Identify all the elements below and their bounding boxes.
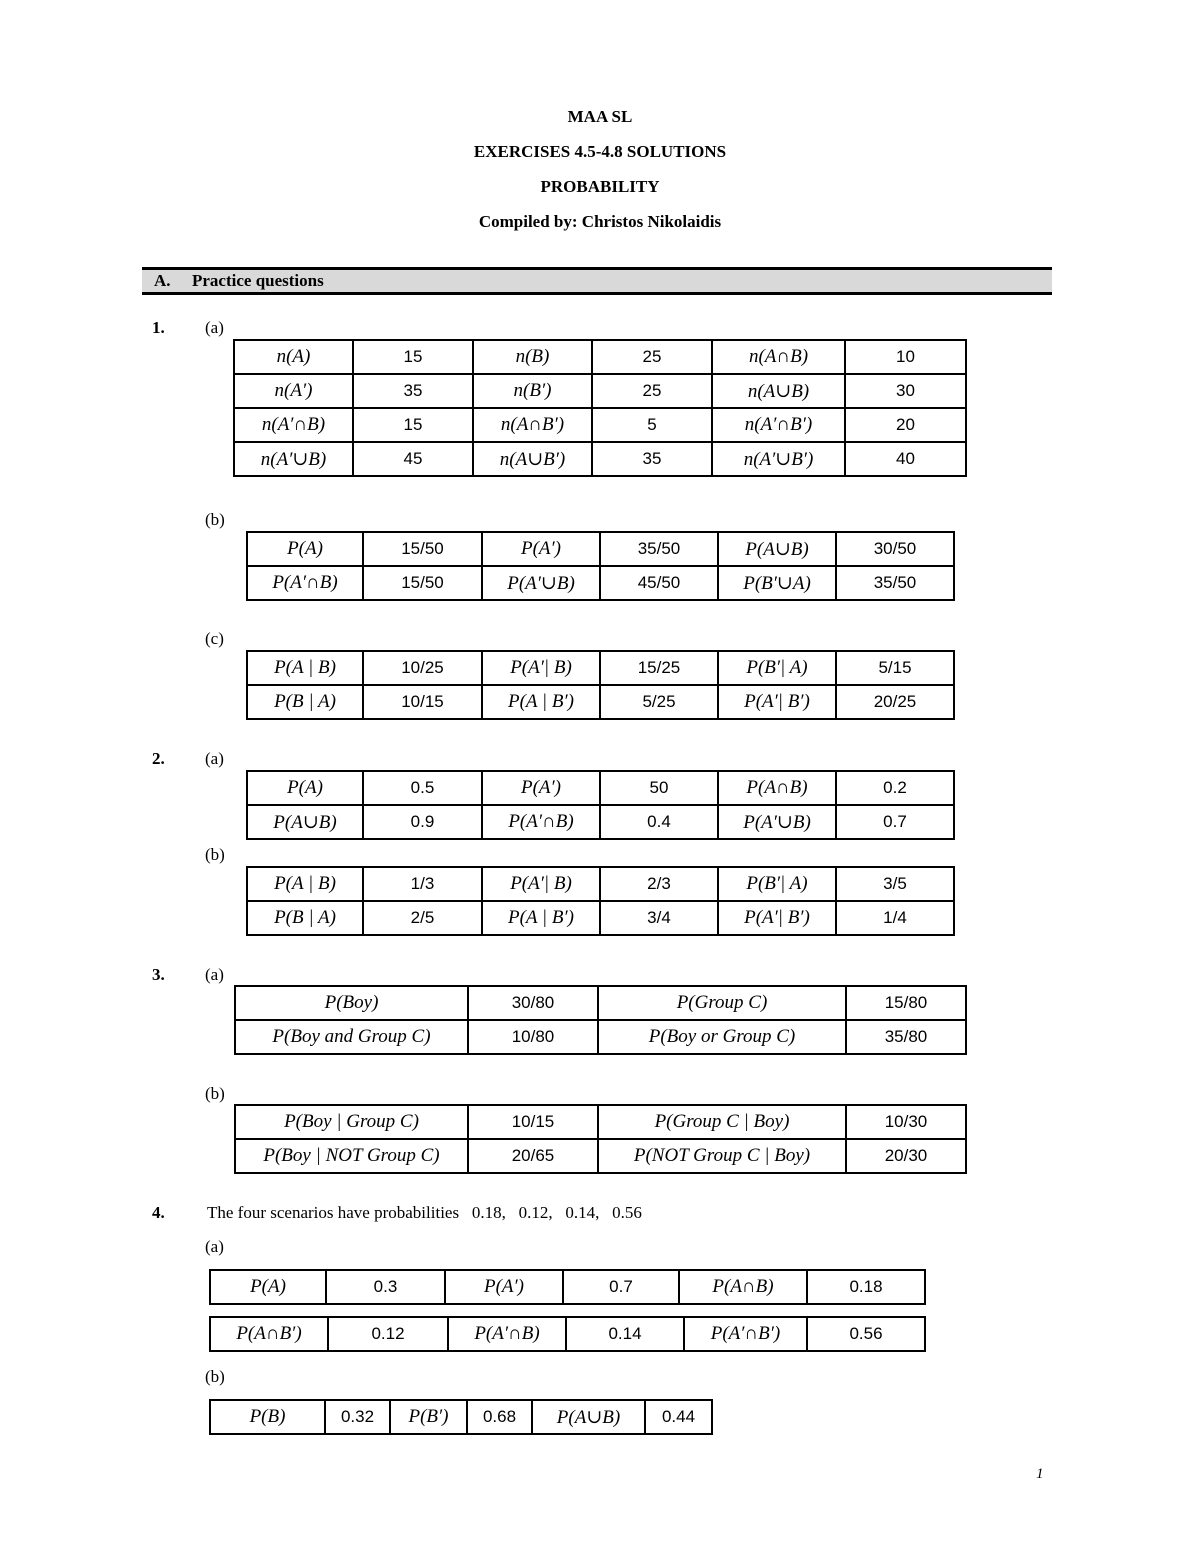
table-row [234,374,966,408]
probability-value: 35/50 [600,532,718,566]
part-label: (c) [205,629,224,648]
probability-value: 15/25 [600,651,718,685]
q4a-table-row1 [209,1269,926,1305]
probability-value: 45 [353,442,473,476]
probability-value: 30 [845,374,966,408]
probability-expression: P(A | B′) [482,901,600,935]
probability-value: 35/80 [846,1020,966,1054]
question-number: 4. [152,1203,165,1222]
probability-expression: P(B | A) [247,685,363,719]
table-row [247,867,954,901]
probability-expression: n(B) [473,340,592,374]
probability-expression: P(A) [247,771,363,805]
probability-value: 0.7 [836,805,954,839]
part-label: (a) [205,1237,224,1256]
probability-expression: P(A | B′) [482,685,600,719]
part-label: (a) [205,749,224,768]
question-number: 2. [152,749,165,768]
probability-expression: n(A′∪B) [234,442,353,476]
probability-value: 10 [845,340,966,374]
probability-value: 0.56 [807,1317,925,1351]
probability-value: 0.5 [363,771,482,805]
probability-expression: n(A∪B′) [473,442,592,476]
part-label: (b) [205,510,225,529]
question-text: The four scenarios have probabilities 0.18, 0.12, 0.14, 0.56 [207,1203,642,1222]
probability-expression: n(A∪B) [712,374,845,408]
question-number: 3. [152,965,165,984]
probability-expression: P(NOT Group C | Boy) [598,1139,846,1173]
probability-value: 10/25 [363,651,482,685]
probability-value: 0.14 [566,1317,684,1351]
probability-value: 0.68 [467,1400,532,1434]
table-row [210,1270,925,1304]
page-number: 1 [1036,1466,1044,1482]
doc-subtitle: EXERCISES 4.5-4.8 SOLUTIONS [473,142,727,161]
probability-value: 10/15 [468,1105,598,1139]
probability-expression: n(A∩B) [712,340,845,374]
table-row [234,340,966,374]
probability-expression: P(A) [210,1270,326,1304]
probability-expression: n(B′) [473,374,592,408]
probability-expression: P(Boy) [235,986,468,1020]
q2a-table [246,770,955,840]
probability-value: 15 [353,340,473,374]
probability-value: 35 [353,374,473,408]
probability-expression: P(B′| A) [718,867,836,901]
probability-value: 0.4 [600,805,718,839]
probability-expression: P(Group C | Boy) [598,1105,846,1139]
probability-expression: P(Boy or Group C) [598,1020,846,1054]
probability-value: 0.12 [328,1317,448,1351]
probability-value: 1/4 [836,901,954,935]
probability-expression: P(A′) [482,532,600,566]
probability-expression: P(A | B) [247,651,363,685]
probability-value: 10/15 [363,685,482,719]
table-row [247,685,954,719]
probability-expression: P(A∪B) [718,532,836,566]
probability-value: 5 [592,408,712,442]
probability-value: 30/80 [468,986,598,1020]
part-label: (a) [205,318,224,337]
q3b-table [234,1104,967,1174]
probability-expression: P(A′| B′) [718,685,836,719]
probability-expression: P(A′| B′) [718,901,836,935]
probability-expression: P(Group C) [598,986,846,1020]
probability-expression: P(Boy | Group C) [235,1105,468,1139]
probability-expression: P(A′∩B) [247,566,363,600]
probability-value: 0.2 [836,771,954,805]
probability-value: 10/80 [468,1020,598,1054]
probability-value: 2/3 [600,867,718,901]
part-label: (a) [205,965,224,984]
probability-value: 20 [845,408,966,442]
probability-value: 20/25 [836,685,954,719]
probability-expression: P(A∩B) [679,1270,807,1304]
table-row [247,805,954,839]
q1b-table [246,531,955,601]
probability-value: 5/25 [600,685,718,719]
probability-value: 2/5 [363,901,482,935]
probability-expression: P(B′) [390,1400,467,1434]
probability-value: 15/80 [846,986,966,1020]
probability-value: 45/50 [600,566,718,600]
part-label: (b) [205,1367,225,1386]
probability-expression: P(A′) [445,1270,563,1304]
probability-expression: P(A′| B) [482,867,600,901]
probability-expression: P(A′∩B) [482,805,600,839]
table-row [235,986,966,1020]
q4b-table [209,1399,713,1435]
q2b-table [246,866,955,936]
probability-expression: P(B) [210,1400,325,1434]
q4a-table-row2 [209,1316,926,1352]
table-row [234,408,966,442]
probability-value: 25 [592,374,712,408]
probability-expression: n(A′∩B) [234,408,353,442]
table-row [210,1317,925,1351]
probability-expression: P(A′) [482,771,600,805]
probability-value: 10/30 [846,1105,966,1139]
probability-expression: P(A) [247,532,363,566]
table-row [247,532,954,566]
probability-value: 25 [592,340,712,374]
doc-author: Compiled by: Christos Nikolaidis [478,212,722,231]
probability-value: 3/4 [600,901,718,935]
probability-value: 35 [592,442,712,476]
probability-value: 15 [353,408,473,442]
probability-value: 35/50 [836,566,954,600]
probability-expression: P(B | A) [247,901,363,935]
probability-expression: n(A′) [234,374,353,408]
section-letter: A. [154,271,171,290]
table-row [247,901,954,935]
table-row [234,442,966,476]
table-row [247,651,954,685]
probability-expression: P(A∪B) [247,805,363,839]
q3a-table [234,985,967,1055]
probability-expression: P(A∩B) [718,771,836,805]
doc-topic: PROBABILITY [540,177,660,196]
probability-expression: n(A∩B′) [473,408,592,442]
probability-value: 40 [845,442,966,476]
probability-value: 20/65 [468,1139,598,1173]
probability-expression: n(A′∩B′) [712,408,845,442]
probability-value: 20/30 [846,1139,966,1173]
probability-value: 3/5 [836,867,954,901]
probability-value: 15/50 [363,566,482,600]
section-header [142,267,1052,295]
table-row [235,1139,966,1173]
q1a-table [233,339,967,477]
part-label: (b) [205,1084,225,1103]
part-label: (b) [205,845,225,864]
probability-expression: P(A′| B) [482,651,600,685]
q1c-table [246,650,955,720]
probability-value: 0.18 [807,1270,925,1304]
probability-value: 50 [600,771,718,805]
probability-expression: P(A | B) [247,867,363,901]
probability-expression: P(Boy and Group C) [235,1020,468,1054]
table-row [247,566,954,600]
probability-expression: n(A′∪B′) [712,442,845,476]
table-row [210,1400,712,1434]
probability-value: 0.3 [326,1270,445,1304]
probability-expression: n(A) [234,340,353,374]
probability-expression: P(A′∪B) [482,566,600,600]
probability-value: 1/3 [363,867,482,901]
table-row [235,1020,966,1054]
probability-value: 30/50 [836,532,954,566]
probability-expression: P(A∪B) [532,1400,645,1434]
probability-value: 0.44 [645,1400,712,1434]
probability-expression: P(B′∪A) [718,566,836,600]
probability-value: 0.32 [325,1400,390,1434]
probability-expression: P(A′∪B) [718,805,836,839]
table-row [235,1105,966,1139]
section-title: Practice questions [192,271,324,290]
probability-expression: P(B′| A) [718,651,836,685]
doc-title: MAA SL [567,107,633,126]
probability-expression: P(Boy | NOT Group C) [235,1139,468,1173]
probability-value: 0.7 [563,1270,679,1304]
probability-expression: P(A∩B′) [210,1317,328,1351]
probability-value: 5/15 [836,651,954,685]
probability-value: 0.9 [363,805,482,839]
probability-value: 15/50 [363,532,482,566]
probability-expression: P(A′∩B′) [684,1317,807,1351]
probability-expression: P(A′∩B) [448,1317,566,1351]
question-number: 1. [152,318,165,337]
table-row [247,771,954,805]
